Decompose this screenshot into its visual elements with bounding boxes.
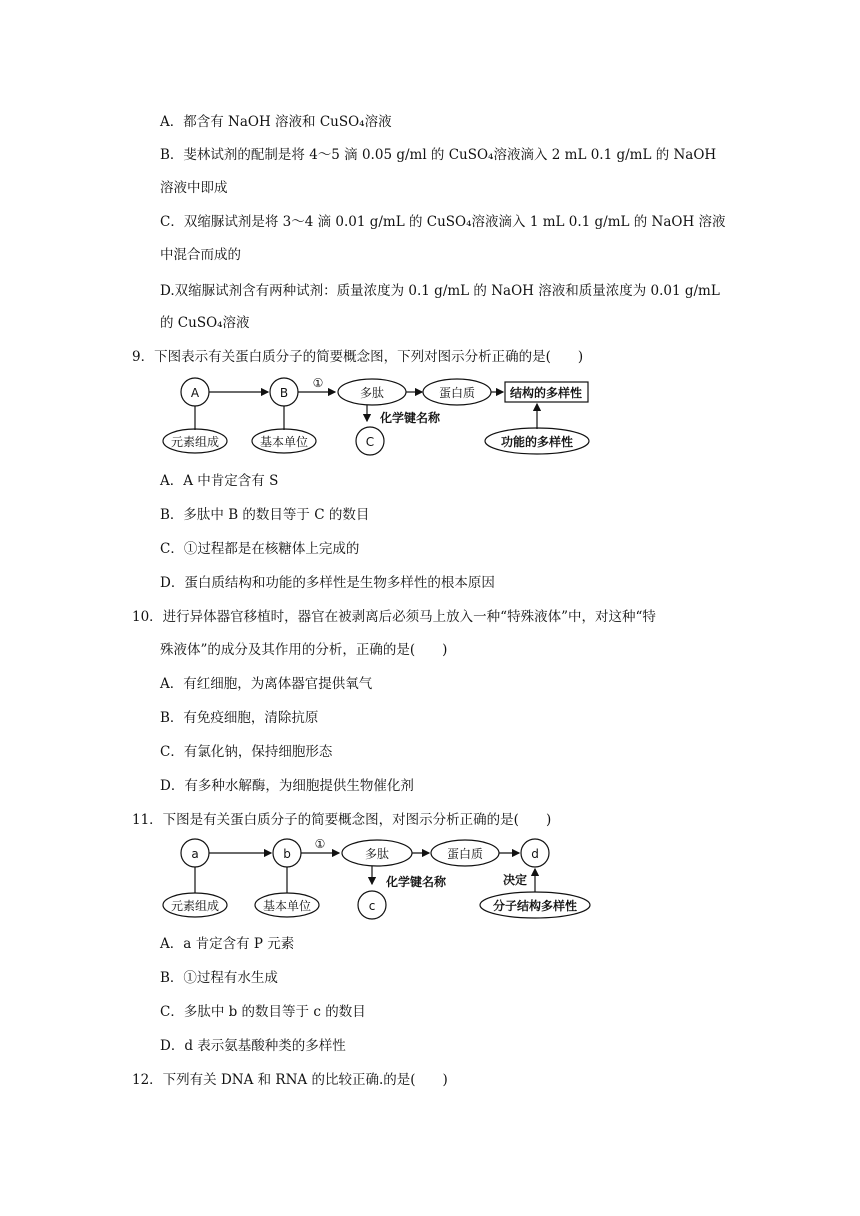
q10-stem: 10．进行异体器官移植时，器官在被剥离后必须马上放入一种“特殊液体”中，对这种“特 — [132, 609, 656, 625]
q11-label-peptide: 多肽 — [364, 847, 390, 861]
q10-stem-cont: 殊液体”的成分及其作用的分析，正确的是( ) — [160, 642, 448, 658]
q11-option-c: C．多肽中 b 的数目等于 c 的数目 — [160, 1004, 366, 1020]
q11-label-c: c — [368, 899, 376, 913]
q11-concept-diagram — [150, 834, 600, 924]
q11-option-a: A．a 肯定含有 P 元素 — [160, 936, 295, 952]
q10-option-c: C．有氯化钠，保持细胞形态 — [160, 744, 333, 760]
q11-label-unit: 基本单位 — [262, 899, 312, 913]
q11-label-b: b — [283, 847, 291, 861]
q10-option-b: B．有免疫细胞，清除抗原 — [160, 710, 319, 726]
q8-option-b: B．斐林试剂的配制是将 4～5 滴 0.05 g/ml 的 CuSO₄溶液滴入 2 mL 0.1 g/mL 的 NaOH — [160, 147, 717, 163]
q11-option-b: B．①过程有水生成 — [160, 970, 278, 986]
q8-option-d-cont: 的 CuSO₄溶液 — [160, 315, 250, 331]
q9-label-a: A — [190, 386, 200, 400]
q9-label-b: B — [279, 386, 289, 400]
q11-label-a: a — [191, 847, 199, 861]
q9-label-protein: 蛋白质 — [438, 386, 476, 400]
q11-label-elements: 元素组成 — [170, 899, 220, 913]
q11-option-d: D．d 表示氨基酸种类的多样性 — [160, 1038, 346, 1054]
q11-label-step: ① — [314, 837, 326, 851]
q9-option-c: C．①过程都是在核糖体上完成的 — [160, 541, 360, 557]
q9-option-d: D．蛋白质结构和功能的多样性是生物多样性的根本原因 — [160, 575, 495, 591]
q9-label-elements: 元素组成 — [170, 435, 220, 449]
q11-label-diversity: 分子结构多样性 — [492, 899, 578, 913]
q9-label-bond: 化学键名称 — [379, 411, 441, 425]
q9-option-a: A．A 中肯定含有 S — [160, 473, 279, 489]
q9-label-c: C — [365, 435, 375, 449]
q11-label-protein: 蛋白质 — [446, 847, 484, 861]
q11-label-d: d — [531, 847, 539, 861]
q8-option-c: C．双缩脲试剂是将 3～4 滴 0.01 g/mL 的 CuSO₄溶液滴入 1 mL 0.1 g/mL 的 NaOH 溶液 — [160, 214, 726, 230]
q11-stem: 11．下图是有关蛋白质分子的简要概念图，对图示分析正确的是( ) — [132, 812, 552, 828]
q9-label-peptide: 多肽 — [359, 386, 385, 400]
q11-label-bond: 化学键名称 — [385, 875, 447, 889]
q8-option-a: A．都含有 NaOH 溶液和 CuSO₄溶液 — [160, 114, 392, 130]
q9-option-b: B．多肽中 B 的数目等于 C 的数目 — [160, 507, 370, 523]
q9-label-structure: 结构的多样性 — [509, 386, 583, 400]
q9-stem: 9．下图表示有关蛋白质分子的简要概念图，下列对图示分析正确的是( ) — [132, 349, 584, 365]
q9-label-unit: 基本单位 — [259, 435, 309, 449]
q9-label-step: ① — [312, 376, 324, 390]
q10-option-a: A．有红细胞，为离体器官提供氧气 — [160, 676, 373, 692]
q8-option-c-cont: 中混合而成的 — [160, 247, 241, 263]
q9-label-function: 功能的多样性 — [500, 435, 574, 449]
q12-stem: 12．下列有关 DNA 和 RNA 的比较正确.的是( ) — [132, 1072, 448, 1088]
q10-option-d: D．有多种水解酶，为细胞提供生物催化剂 — [160, 778, 414, 794]
q8-option-d: D.双缩脲试剂含有两种试剂：质量浓度为 0.1 g/mL 的 NaOH 溶液和质量浓度为 0.01 g/mL — [160, 283, 720, 299]
q9-concept-diagram — [150, 372, 600, 462]
q8-option-b-cont: 溶液中即成 — [160, 180, 228, 196]
q11-label-determine: 决定 — [502, 873, 528, 887]
